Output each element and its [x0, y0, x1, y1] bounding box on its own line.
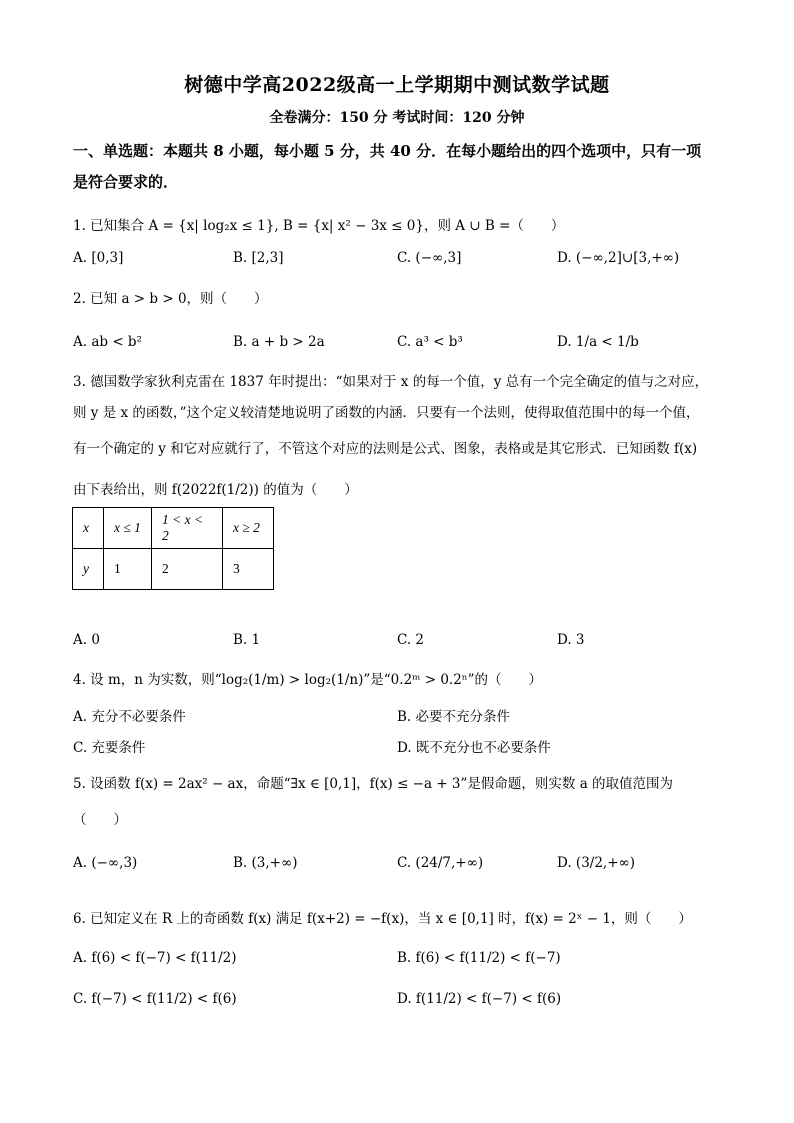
question-6-stem: 6. 已知定义在 R 上的奇函数 f(x) 满足 f(x+2) = −f(x)，当 x ∈ [0,1] 时，f(x) = 2ˣ − 1，则（ ） [73, 911, 692, 927]
table-row [73, 508, 274, 549]
table-cell: x [73, 508, 104, 549]
section-heading-line1: 一、单选题：本题共 8 小题，每小题 5 分，共 40 分．在每小题给出的四个选项中，只有一项 [73, 142, 702, 160]
q6-option-a[interactable]: A. f(6) < f(−7) < f(11/2) [73, 950, 237, 966]
q4-option-b[interactable]: B. 必要不充分条件 [397, 709, 511, 725]
table-cell: x ≥ 2 [223, 508, 274, 549]
q6-option-c[interactable]: C. f(−7) < f(11/2) < f(6) [73, 991, 237, 1007]
table-cell: 2 [152, 549, 223, 590]
table-cell: x ≤ 1 [104, 508, 152, 549]
table-row [73, 549, 274, 590]
q3-option-a[interactable]: A. 0 [73, 632, 100, 648]
page-title: 树德中学高2022级高一上学期期中测试数学试题 [184, 74, 610, 96]
q2-option-b[interactable]: B. a + b > 2a [233, 334, 325, 350]
table-cell: y [73, 549, 104, 590]
question-3-line1: 3. 德国数学家狄利克雷在 1837 年时提出：“如果对于 x 的每一个值，y 总有一个完全确定的值与之对应， [73, 374, 709, 390]
q1-option-c[interactable]: C. (−∞,3] [397, 250, 462, 266]
section-heading-line2: 是符合要求的． [73, 173, 179, 191]
question-1-stem: 1. 已知集合 A = {x| log₂x ≤ 1}, B = {x| x² − 3x ≤ 0}，则 A ∪ B =（ ） [73, 218, 565, 234]
q2-option-a[interactable]: A. ab < b² [73, 334, 142, 350]
q4-option-c[interactable]: C. 充要条件 [73, 740, 146, 756]
q4-option-a[interactable]: A. 充分不必要条件 [73, 709, 186, 725]
q3-option-b[interactable]: B. 1 [233, 632, 261, 648]
question-3-line2: 则 y 是 x 的函数，”这个定义较清楚地说明了函数的内涵．只要有一个法则，使得取值范围中的每一个值， [73, 405, 700, 421]
question-2-stem: 2. 已知 a > b > 0，则（ ） [73, 291, 268, 307]
question-4-stem: 4. 设 m，n 为实数，则“log₂(1/m) > log₂(1/n)”是“0.2ᵐ > 0.2ⁿ”的（ ） [73, 672, 543, 688]
question-5-line2: （ ） [73, 812, 127, 828]
q3-option-d[interactable]: D. 3 [557, 632, 585, 648]
value-table [72, 507, 274, 590]
q3-option-c[interactable]: C. 2 [397, 632, 425, 648]
q4-option-d[interactable]: D. 既不充分也不必要条件 [397, 740, 551, 756]
question-3-line4: 由下表给出，则 f(2022f(1/2)) 的值为（ ） [73, 482, 358, 498]
q5-option-a[interactable]: A. (−∞,3) [73, 855, 138, 871]
q1-option-a[interactable]: A. [0,3] [73, 250, 124, 266]
q6-option-b[interactable]: B. f(6) < f(11/2) < f(−7) [397, 950, 561, 966]
q2-option-d[interactable]: D. 1/a < 1/b [557, 334, 639, 350]
q1-option-d[interactable]: D. (−∞,2]∪[3,+∞) [557, 250, 680, 266]
table-cell: 1 < x < 2 [152, 508, 223, 549]
table-cell: 1 [104, 549, 152, 590]
q5-option-b[interactable]: B. (3,+∞) [233, 855, 298, 871]
q6-option-d[interactable]: D. f(11/2) < f(−7) < f(6) [397, 991, 562, 1007]
exam-info: 全卷满分：150 分 考试时间：120 分钟 [269, 110, 525, 126]
question-5-line1: 5. 设函数 f(x) = 2ax² − ax，命题“∃x ∈ [0,1]，f(x) ≤ −a + 3”是假命题，则实数 a 的取值范围为 [73, 776, 674, 792]
q5-option-d[interactable]: D. (3/2,+∞) [557, 855, 636, 871]
question-3-line3: 有一个确定的 y 和它对应就行了，不管这个对应的法则是公式、图象，表格或是其它形式．已知函数 f(x) [73, 441, 698, 457]
q2-option-c[interactable]: C. a³ < b³ [397, 334, 463, 350]
q5-option-c[interactable]: C. (24/7,+∞) [397, 855, 484, 871]
table-cell: 3 [223, 549, 274, 590]
q1-option-b[interactable]: B. [2,3] [233, 250, 284, 266]
